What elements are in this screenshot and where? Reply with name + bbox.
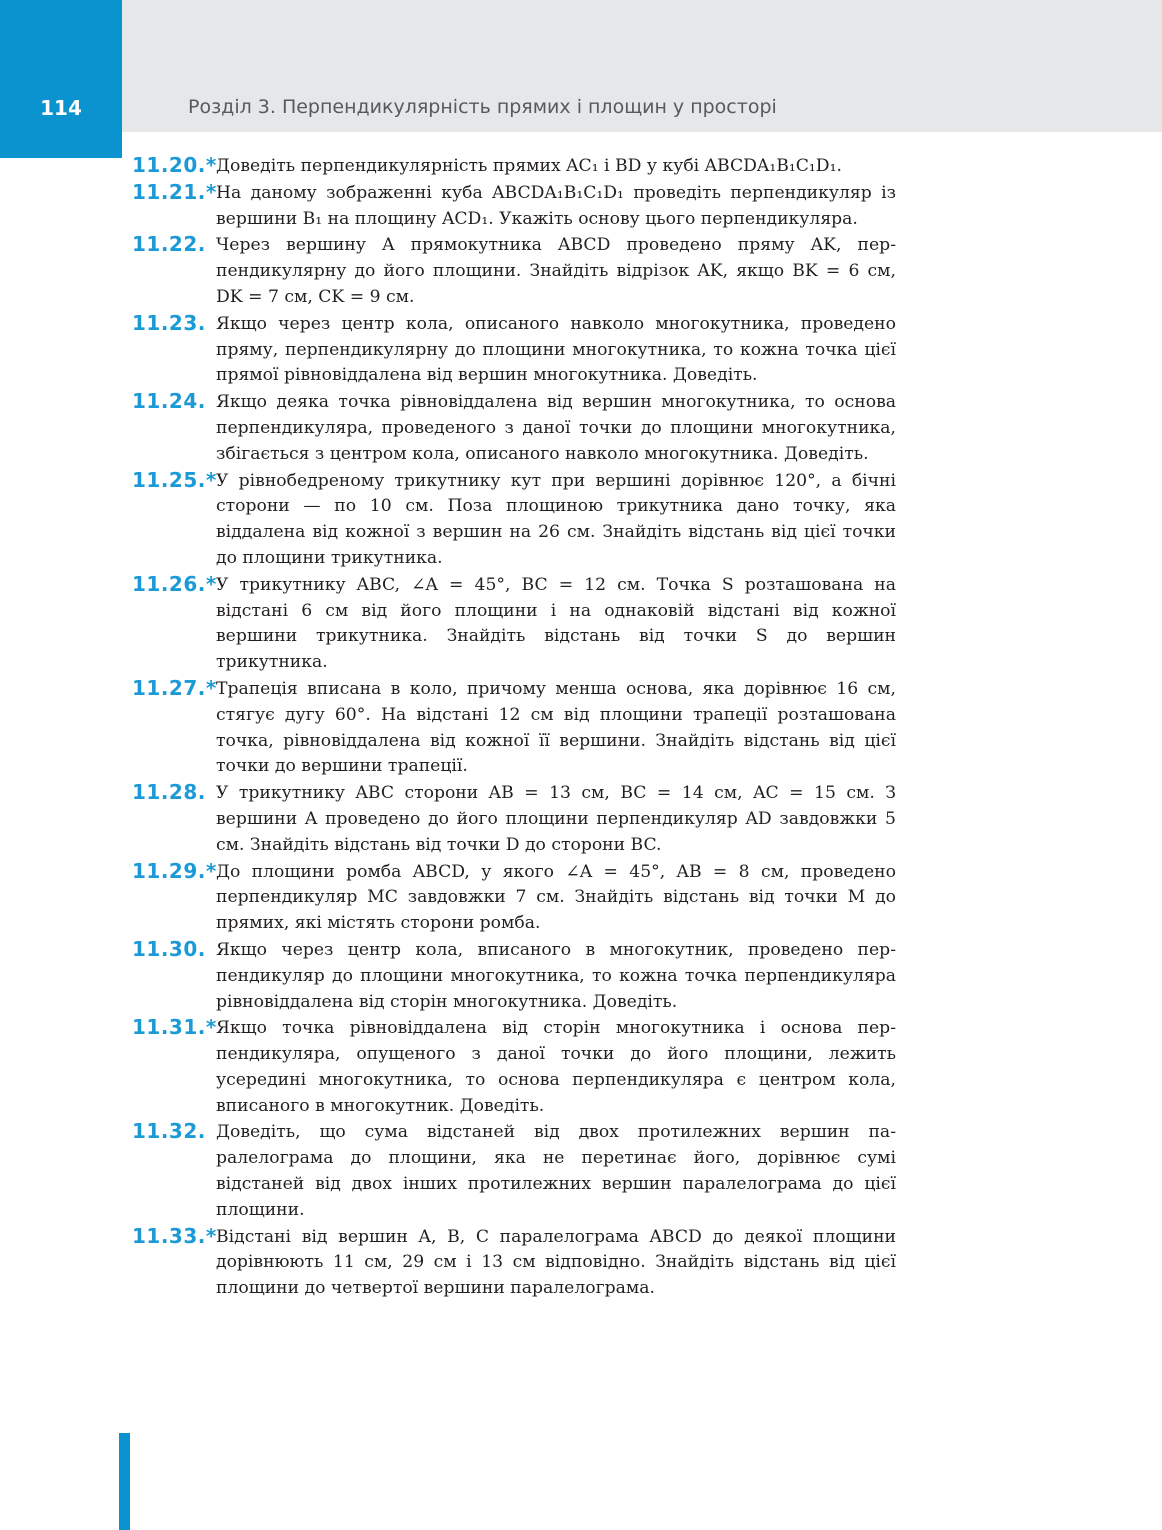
problem-text: У трикутнику ABC, ∠A = 45°, BC = 12 см. Точка S розташована на відстані 6 см від його площини і на однаковій відстані від кожної вершини трикутника. Знайдіть відстань від точки S до вершин трикутника. xyxy=(216,574,896,673)
problem-11-25 xyxy=(0,469,896,572)
problem-number: 11.21.* xyxy=(132,179,217,204)
problem-number: 11.31.* xyxy=(132,1015,217,1040)
problem-11-23 xyxy=(0,312,896,389)
problem-text: У трикутнику ABC сторони AB = 13 см, BC = 14 см, AC = 15 см. З вершини A проведено до його площини перпендикуляр AD завдовжки 5 см. Знайдіть відстань від точки D до сторони BC. xyxy=(216,783,896,855)
page-number: 114 xyxy=(40,96,82,120)
problem-11-27 xyxy=(0,677,896,780)
page-number-box xyxy=(0,0,122,158)
problem-11-26 xyxy=(0,573,896,676)
problem-text: У рівнобедреному трикутнику кут при вершині дорівнює 120°, а бічні сторони — по 10 см. Поза площиною трикутника дано точку, яка віддалена від кожної з вершин на 26 см. Знайдіть відстань від цієї точки до площини трикутника. xyxy=(216,470,896,568)
problem-text: На даному зображенні куба ABCDA₁B₁C₁D₁ проведіть перпендикуляр із вершини B₁ на площину ACD₁. Укажіть основу цього перпендикуляра. xyxy=(216,182,896,229)
problem-text: Якщо через центр кола, описаного навколо многокутника, проведено пряму, перпендикулярну до площини многокутника, то кожна точка цієї прямої рівновіддалена від вершин многокутника. Доведіть. xyxy=(216,313,896,386)
problem-number: 11.32. xyxy=(132,1119,206,1144)
problem-11-29 xyxy=(0,860,896,937)
problem-11-30 xyxy=(0,938,896,1015)
problem-text: Трапеція вписана в коло, причому менша основа, яка дорівнює 16 см, стягує дугу 60°. На відстані 12 см від площини трапеції розташована точка, рівновіддалена від кожної її вершини. Знайдіть відстань від цієї точки до вершини трапеції. xyxy=(216,678,896,777)
problem-number: 11.28. xyxy=(132,780,206,805)
problem-text: Через вершину A прямокутника ABCD проведено пряму AK, перпендикулярну до його площини. Знайдіть відрізок AK, якщо BK = 6 см, DK = 7 см, CK = 9 см. xyxy=(216,235,896,307)
problem-number: 11.26.* xyxy=(132,571,217,596)
problem-text: Якщо деяка точка рівновіддалена від вершин многокутника, то основа перпендикуляра, проведеного з даної точки до площини многокутника, збігається з центром кола, описаного навколо многокутника. Доведіть. xyxy=(216,392,896,464)
problem-number: 11.33.* xyxy=(132,1223,217,1248)
problem-number: 11.29.* xyxy=(132,858,217,883)
problem-number: 11.24. xyxy=(132,389,206,414)
problem-11-33 xyxy=(0,1225,896,1302)
problem-11-22 xyxy=(0,233,896,310)
problem-11-20 xyxy=(0,154,896,180)
problem-number: 11.23. xyxy=(132,310,206,335)
problem-text: До площини ромба ABCD, у якого ∠A = 45°, AB = 8 см, проведено перпендикуляр MC завдовжки 7 см. Знайдіть відстань від точки M до прямих, які містять сторони ромба. xyxy=(216,861,896,934)
problem-number: 11.25.* xyxy=(132,467,217,492)
problem-text: Якщо точка рівновіддалена від сторін многокутника і основа перпендикуляра, опущеного з даної точки до його площини, лежить усередині многокутника, то основа перпендикуляра є центром кола, вписаного в многокутник. Доведіть. xyxy=(216,1018,896,1116)
problem-list xyxy=(0,154,1162,1303)
bottom-accent-bar xyxy=(119,1433,130,1530)
problem-number: 11.27.* xyxy=(132,675,217,700)
chapter-title: Розділ 3. Перпендикулярність прямих і площин у просторі xyxy=(188,96,777,118)
problem-11-24 xyxy=(0,390,896,467)
problem-number: 11.30. xyxy=(132,936,206,961)
problem-text: Відстані від вершин A, B, C паралелограма ABCD до деякої площини дорівнюють 11 см, 29 см і 13 см відповідно. Знайдіть відстань від цієї площини до четвертої вершини паралелограма. xyxy=(216,1226,896,1299)
problem-text: Доведіть, що сума відстаней від двох протилежних вершин паралелограма до площини, яка не перетинає його, дорівнює сумі відстаней від двох інших протилежних вершин паралелограма до цієї площини. xyxy=(216,1122,896,1220)
problem-text: Доведіть перпендикулярність прямих AC₁ і BD у кубі ABCDA₁B₁C₁D₁. xyxy=(216,156,842,176)
problem-11-31 xyxy=(0,1016,896,1119)
problem-11-21 xyxy=(0,181,896,233)
problem-number: 11.22. xyxy=(132,232,206,257)
problem-11-32 xyxy=(0,1120,896,1223)
problem-text: Якщо через центр кола, вписаного в многокутник, проведено перпендикуляр до площини многокутника, то кожна точка перпендикуляра рівновіддалена від сторін многокутника. Доведіть. xyxy=(216,939,896,1012)
problem-number: 11.20.* xyxy=(132,153,217,177)
problem-11-28 xyxy=(0,781,896,858)
